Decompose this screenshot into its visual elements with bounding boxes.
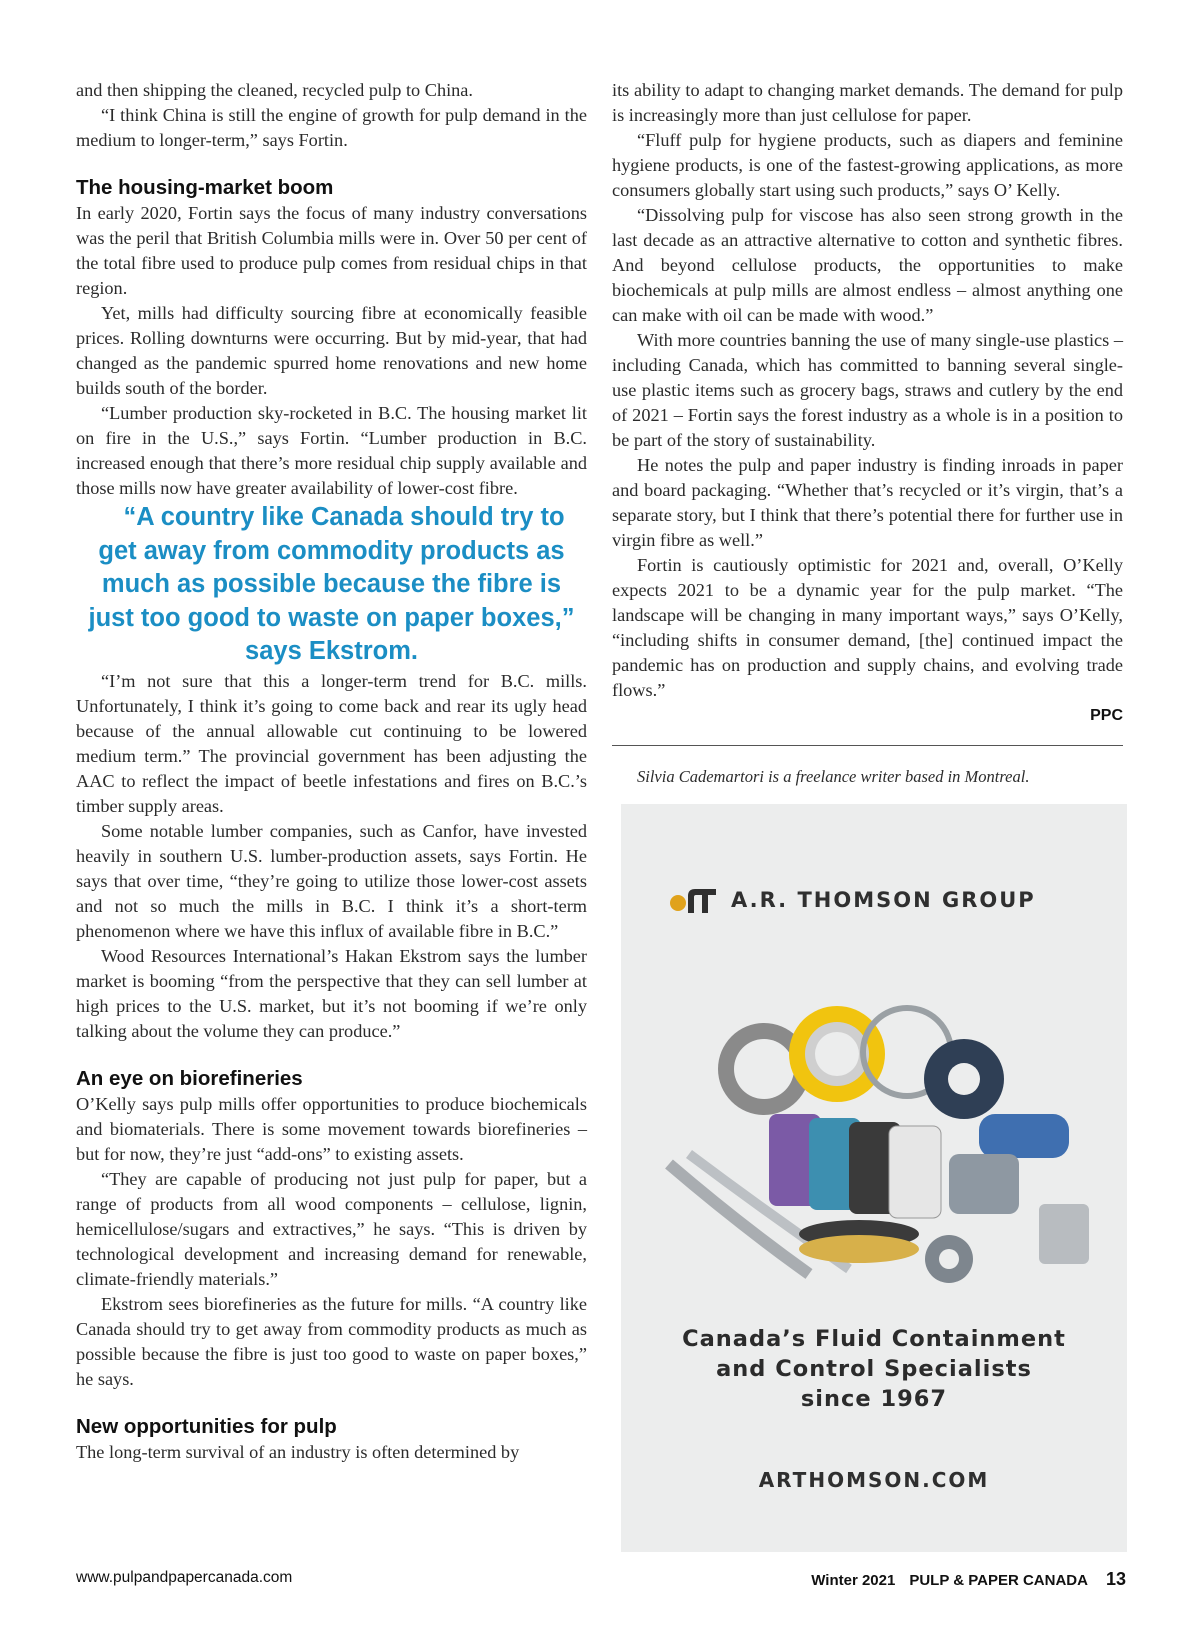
sign-off-line [612,703,1123,728]
ad-url-link[interactable]: ARTHOMSON.COM [758,1468,990,1492]
paragraph: Some notable lumber companies, such as Canfor, have invested heavily in southern U.S. lumber-production assets, says Fortin. He says that over time, “they’re going to utilize those lower-cost assets and not so much the mills in B.C. I think it’s a short-term phenomenon where we have this influx of available fibre in B.C.” [76,820,587,941]
right-column [612,78,1123,789]
section-heading-new-opportunities: New opportunities for pulp [76,1414,337,1438]
paragraph: “Lumber production sky-rocketed in B.C. The housing market lit on fire in the U.S.,” says Fortin. “Lumber production in B.C. increased enough that there’s more residual chip supply available and those mills now have greater availability of lower-cost fibre. [76,403,587,498]
sheet-gaskets-icon [769,1114,941,1218]
paragraph: Ekstrom sees biorefineries as the future for mills. “A country like Canada should try to get away from commodity products as much as possible because the fibre is just too good to waste on paper boxes,” he says. [76,1293,587,1389]
flange-icon [924,1039,1004,1119]
footer-url[interactable]: www.pulpandpapercanada.com [76,1569,293,1586]
left-column [76,78,587,1465]
paragraph: O’Kelly says pulp mills offer opportunities to produce biochemicals and biomaterials. There is some movement towards biorefineries – but for now, they’re just “add-ons” to existing assets. [76,1093,587,1164]
company-logo [669,886,1036,914]
page-number: 13 [1105,1569,1126,1589]
tagline-line: since 1967 [800,1386,948,1412]
paragraph: “I’m not sure that this a longer-term trend for B.C. mills. Unfortunately, I think it’s going to come back and rear its ugly head because of the annual allowable cut continuing to be lowered medium term.” The provincial government has been adjusting the AAC to reflect the impact of beetle infestations and fires on B.C.’s timber supply areas. [76,670,587,816]
divider [612,745,1123,746]
paragraph: and then shipping the cleaned, recycled pulp to China. [76,80,473,100]
paragraph: In early 2020, Fortin says the focus of many industry conversations was the peril that British Columbia mills were in. Over 50 per cent of the total fibre used to produce pulp comes from residual chips in that region. [76,203,587,298]
issue-date: Winter 2021 [811,1572,896,1589]
blue-pump-icon [949,1114,1069,1214]
paragraph: With more countries banning the use of many single-use plastics – including Canada, which has committed to banning several single-use plastic items such as grocery bags, straws and cutlery by the end of 2021 – Fortin says the forest industry as a whole is in a position to be part of the story of sustainability. [612,330,1123,450]
gasket-products-image [649,1004,1099,1294]
ad-tagline [621,1324,1127,1414]
paragraph: “Fluff pulp for hygiene products, such as diapers and feminine hygiene products, is one of the fastest-growing applications, as more consumers globally start using such products,” says O’ Kelly. [612,130,1123,200]
sign-off: PPC [1090,707,1123,724]
mechanical-seal-icon [925,1235,973,1283]
paragraph: “I think China is still the engine of growth for pulp demand in the medium to longer-term,” says Fortin. [76,105,587,150]
tagline-line: Canada’s Fluid Containment [682,1326,1066,1352]
footer-info [797,1569,1126,1590]
paragraph: The long-term survival of an industry is often determined by [76,1441,520,1462]
pull-quote: “A country like Canada should try to get away from commodity products as much as possible because the fibre is just too good to waste on paper boxes,” says Ekstrom. [88,503,575,665]
magazine-name: PULP & PAPER CANADA [909,1572,1088,1589]
paragraph: Wood Resources International’s Hakan Ekstrom says the lumber market is booming “from the perspective that they can sell lumber at high prices to the U.S. market, but it’s not booming if we’re only talking about the volume they can produce.” [76,945,587,1041]
paragraph: He notes the pulp and paper industry is finding inroads in paper and board packaging. “Whether that’s recycled or it’s virgin, that’s a separate story, but I think that there’s potential there for further use in virgin fibre as well.” [612,455,1123,550]
paragraph: “They are capable of producing not just pulp for paper, but a range of products from all wood components – cellulose, lignin, hemicellulose/sugars and extractives,” he says. “This is driven by technological development and increasing demand for renewable, climate-friendly materials.” [76,1168,587,1289]
paragraph: “Dissolving pulp for viscose has also seen strong growth in the last decade as an attractive alternative to cotton and synthetic fibres. And beyond cellulose products, the opportunities to make biochemicals at pulp mills are almost endless – almost anything one can make with oil can be made with wood.” [612,205,1123,325]
company-name: A.R. THOMSON GROUP [731,888,1036,912]
tagline-line: and Control Specialists [716,1356,1032,1382]
paragraph: its ability to adapt to changing market demands. The demand for pulp is increasingly more than just cellulose for paper. [612,80,1123,125]
logo-mark-icon [669,886,717,914]
author-bio: Silvia Cademartori is a freelance writer based in Montreal. [637,767,1030,786]
section-heading-biorefineries: An eye on biorefineries [76,1066,303,1090]
paragraph: Fortin is cautiously optimistic for 2021 and, overall, O’Kelly expects 2021 to be a dynamic year for the pulp market. “The landscape will be changing in many important ways,” says O’Kelly, “including shifts in consumer demand, [the] continued impact the pandemic has on production and supply chains, and evolving trade flows.” [612,555,1123,700]
packing-rings-icon [799,1220,919,1263]
yellow-gasket-icon [789,1006,885,1102]
advertisement[interactable] [621,804,1127,1552]
paragraph: Yet, mills had difficulty sourcing fibre at economically feasible prices. Rolling downturns were occurring. But by mid-year, that had changed as the pandemic spurred home renovations and new home builds south of the border. [76,303,587,398]
bellows-icon [1039,1204,1089,1264]
section-heading-housing: The housing-market boom [76,176,334,199]
